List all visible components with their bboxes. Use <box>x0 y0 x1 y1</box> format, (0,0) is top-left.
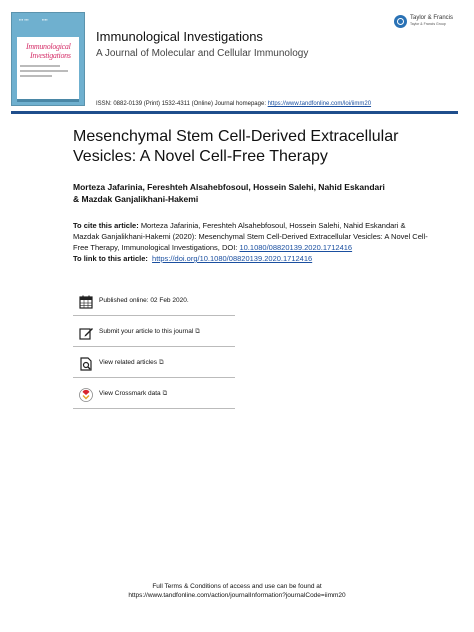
footer-line: Full Terms & Conditions of access and use can be found at <box>152 583 322 590</box>
cover-volume-mark: ▪▪▪ ▪▪▪ <box>19 17 29 22</box>
issn-text: ISSN: 0882-0139 (Print) 1532-4311 (Online) Journal homepage: <box>96 101 268 107</box>
publisher-name: Taylor & Francis <box>410 15 454 21</box>
article-authors <box>73 181 443 205</box>
taylor-francis-logo-icon <box>394 15 407 28</box>
cover-text-line <box>20 70 68 72</box>
cover-footer-band <box>17 99 79 102</box>
journal-subtitle: A Journal of Molecular and Cellular Immunology <box>96 48 309 59</box>
item-divider <box>73 377 235 378</box>
cover-title-line1: Immunological <box>26 42 71 51</box>
journal-title: Immunological Investigations <box>96 29 263 44</box>
cite-doi-link[interactable]: 10.1080/08820139.2020.1712416 <box>239 243 353 252</box>
footer-terms-link[interactable]: https://www.tandfonline.com/action/journalInformation?journalCode=iimm20 <box>128 592 346 599</box>
crossmark-link[interactable] <box>99 390 167 398</box>
calendar-icon <box>79 295 93 309</box>
related-articles-link[interactable] <box>99 359 164 367</box>
publisher-logo[interactable] <box>394 13 456 37</box>
journal-cover <box>11 12 85 106</box>
related-articles-item[interactable] <box>73 353 233 381</box>
cover-text-line <box>20 75 52 77</box>
article-title: Mesenchymal Stem Cell-Derived Extracellular Vesicles: A Novel Cell-Free Therapy <box>73 128 399 165</box>
cite-text: Morteza Jafarinia, Fereshteh Alsahebfosoul, Hossein Salehi, Nahid Eskandari & Mazdak Ganjalikhani-Hakemi (2020): Mesenchymal Stem Cell-Derived Extracellular Vesicles: A Novel Cell-Free Therapy, Immunological Investigations, DOI: <box>73 221 428 252</box>
cite-label: To cite this article: <box>73 221 139 230</box>
header-divider <box>11 111 458 114</box>
document-search-icon <box>79 357 93 371</box>
publisher-tagline: Taylor & Francis Group <box>410 22 446 26</box>
item-divider <box>73 346 235 347</box>
published-online-item <box>73 291 233 319</box>
published-online-label: Published online: 02 Feb 2020. <box>99 297 189 304</box>
item-divider <box>73 408 235 409</box>
terms-footer <box>0 582 474 600</box>
authors-line: Morteza Jafarinia, Fereshteh Alsahebfosoul, Hossein Salehi, Nahid Eskandari <box>73 182 385 192</box>
citation-block <box>73 220 433 253</box>
item-divider <box>73 315 235 316</box>
edit-icon <box>79 326 93 340</box>
issn-line <box>96 101 371 107</box>
link-label: To link to this article: <box>73 254 148 263</box>
cover-title-line2: Investigations <box>30 51 71 60</box>
cover-issue-mark: ▪▪▪▪ <box>42 17 48 22</box>
article-link-line <box>73 254 312 263</box>
crossmark-item[interactable] <box>73 384 233 412</box>
authors-line: & Mazdak Ganjalikhani-Hakemi <box>73 194 199 204</box>
external-link-icon: ⧉ <box>162 390 168 397</box>
external-link-icon: ⧉ <box>159 359 164 366</box>
crossmark-label: View Crossmark data <box>99 390 161 397</box>
external-link-icon: ⧉ <box>195 328 200 335</box>
submit-article-label: Submit your article to this journal <box>99 328 194 335</box>
submit-article-link[interactable] <box>99 328 200 336</box>
article-doi-link[interactable]: https://doi.org/10.1080/08820139.2020.1712416 <box>152 254 313 263</box>
submit-article-item[interactable] <box>73 322 233 350</box>
cover-text-line <box>20 65 60 67</box>
journal-homepage-link[interactable]: https://www.tandfonline.com/loi/iimm20 <box>267 101 372 107</box>
related-articles-label: View related articles <box>99 359 158 366</box>
crossmark-icon <box>79 388 93 402</box>
